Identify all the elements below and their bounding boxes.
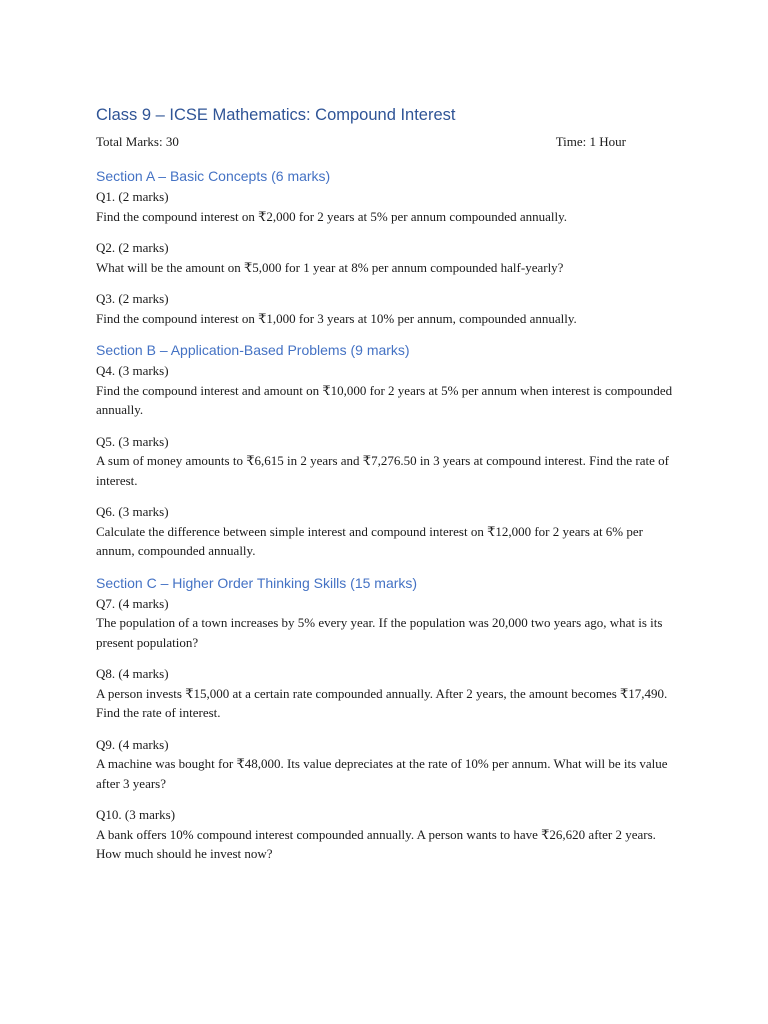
- question-marks: Q3. (2 marks): [96, 291, 169, 306]
- question-8: [96, 664, 674, 723]
- question-3: [96, 289, 674, 328]
- meta-row: [96, 133, 674, 151]
- question-marks: Q1. (2 marks): [96, 189, 169, 204]
- question-5: [96, 432, 674, 491]
- question-marks: Q8. (4 marks): [96, 666, 169, 681]
- section-b: [96, 340, 674, 561]
- question-text: A bank offers 10% compound interest compounded annually. A person wants to have ₹26,620 after 2 years. How much should he invest now?: [96, 826, 656, 861]
- question-text: The population of a town increases by 5% every year. If the population was 20,000 two years ago, what is its present population?: [96, 615, 663, 650]
- question-text: A machine was bought for ₹48,000. Its value depreciates at the rate of 10% per annum. What will be its value after 3 years?: [96, 756, 668, 791]
- question-9: [96, 735, 674, 794]
- question-marks: Q10. (3 marks): [96, 807, 176, 822]
- question-2: [96, 238, 674, 277]
- question-text: A person invests ₹15,000 at a certain rate compounded annually. After 2 years, the amount becomes ₹17,490. Find the rate of interest.: [96, 685, 668, 720]
- question-marks: Q6. (3 marks): [96, 504, 169, 519]
- question-text: Find the compound interest and amount on ₹10,000 for 2 years at 5% per annum when interest is compounded annually.: [96, 382, 673, 417]
- section-heading: Section B – Application-Based Problems (9 marks): [96, 342, 410, 358]
- question-marks: Q4. (3 marks): [96, 363, 169, 378]
- page-title: Class 9 – ICSE Mathematics: Compound Interest: [96, 106, 456, 124]
- question-marks: Q5. (3 marks): [96, 433, 169, 449]
- question-marks: Q9. (4 marks): [96, 736, 169, 752]
- question-7: [96, 594, 674, 653]
- question-text: A sum of money amounts to ₹6,615 in 2 years and ₹7,276.50 in 3 years at compound interest. Find the rate of interest.: [96, 453, 669, 488]
- total-marks: Total Marks: 30: [96, 134, 179, 149]
- question-text: What will be the amount on ₹5,000 for 1 year at 8% per annum compounded half-yearly?: [96, 259, 564, 275]
- question-1: [96, 187, 674, 226]
- question-marks: Q2. (2 marks): [96, 240, 169, 255]
- question-text: Calculate the difference between simple interest and compound interest on ₹12,000 for 2 years at 6% per annum, compounded annually.: [96, 523, 643, 558]
- section-heading: Section C – Higher Order Thinking Skills (15 marks): [96, 574, 418, 591]
- worksheet-page: [96, 104, 674, 876]
- question-marks: Q7. (4 marks): [96, 595, 169, 611]
- section-c: [96, 573, 674, 864]
- question-text: Find the compound interest on ₹1,000 for 3 years at 10% per annum, compounded annually.: [96, 310, 577, 326]
- section-heading: Section A – Basic Concepts (6 marks): [96, 168, 331, 184]
- time-limit: Time: 1 Hour: [555, 134, 626, 149]
- question-10: [96, 805, 674, 864]
- question-4: [96, 361, 674, 420]
- question-text: Find the compound interest on ₹2,000 for 2 years at 5% per annum compounded annually.: [96, 208, 567, 224]
- question-6: [96, 502, 674, 561]
- section-a: [96, 166, 674, 328]
